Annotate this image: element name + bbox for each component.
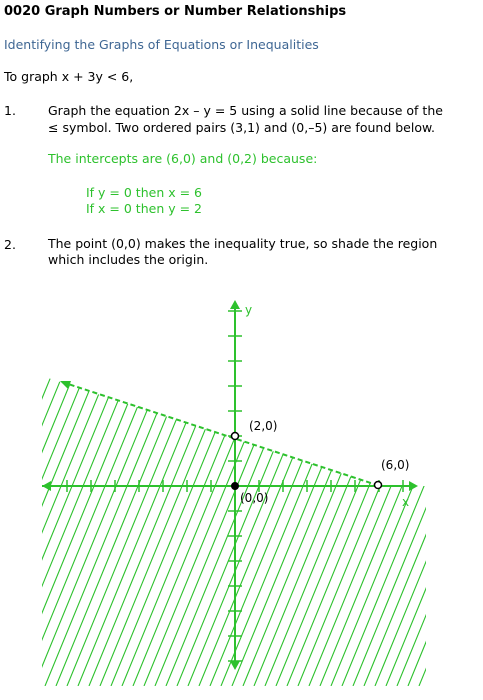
x-axis-right-arrow-icon xyxy=(409,481,418,491)
lead-statement: To graph x + 3y < 6, xyxy=(4,69,134,84)
hatch-line xyxy=(133,296,293,686)
hatch-line xyxy=(89,296,249,686)
hatch-line xyxy=(38,296,117,686)
step-1-subline-1: If y = 0 then x = 6 xyxy=(86,185,202,200)
hatch-line xyxy=(38,296,150,686)
hatch-line xyxy=(38,296,84,686)
label-origin: (0,0) xyxy=(240,491,269,505)
hatch-line xyxy=(38,296,161,686)
step-1-number: 1. xyxy=(4,103,16,118)
label-y-intercept: (2,0) xyxy=(249,419,278,433)
shaded-region xyxy=(38,296,426,686)
step-2-line-1: The point (0,0) makes the inequality true, so shade the region xyxy=(48,236,438,251)
point-y-intercept xyxy=(232,433,239,440)
hatch-line xyxy=(38,296,40,686)
step-1-line-2: ≤ symbol. Two ordered pairs (3,1) and (0,–5) are found below. xyxy=(48,120,436,135)
hatch-line xyxy=(199,296,359,686)
hatch-line xyxy=(364,296,426,686)
hatch-line xyxy=(386,296,426,686)
hatch-line xyxy=(144,296,304,686)
page-subtitle: Identifying the Graphs of Equations or Inequalities xyxy=(4,37,319,52)
step-2-line-2: which includes the origin. xyxy=(48,252,209,267)
inequality-graph xyxy=(38,296,426,686)
hatch-line xyxy=(254,296,414,686)
hatch-line xyxy=(45,296,205,686)
hatch-line xyxy=(38,296,194,686)
point-x-intercept xyxy=(375,482,382,489)
step-2-number: 2. xyxy=(4,237,16,252)
page-title: 0020 Graph Numbers or Number Relationships xyxy=(4,4,347,19)
y-axis-label: y xyxy=(245,303,253,317)
step-1-line-1: Graph the equation 2x – y = 5 using a solid line because of the xyxy=(48,103,443,118)
hatch-line xyxy=(38,296,51,686)
x-axis-label: x xyxy=(402,495,410,509)
x-axis-left-arrow-icon xyxy=(42,481,51,491)
hatch-line xyxy=(78,296,238,686)
label-x-intercept: (6,0) xyxy=(381,458,410,472)
hatch-line xyxy=(265,296,425,686)
step-1-subline-2: If x = 0 then y = 2 xyxy=(86,201,202,216)
y-axis-bottom-arrow-icon xyxy=(230,661,240,670)
y-axis-top-arrow-icon xyxy=(230,300,240,309)
hatch-line xyxy=(56,296,216,686)
hatch-line xyxy=(298,296,426,686)
hatch-line xyxy=(38,296,183,686)
boundary-arrow-icon xyxy=(60,381,71,389)
step-1-note: The intercepts are (6,0) and (0,2) because: xyxy=(48,151,318,166)
point-origin xyxy=(232,483,239,490)
